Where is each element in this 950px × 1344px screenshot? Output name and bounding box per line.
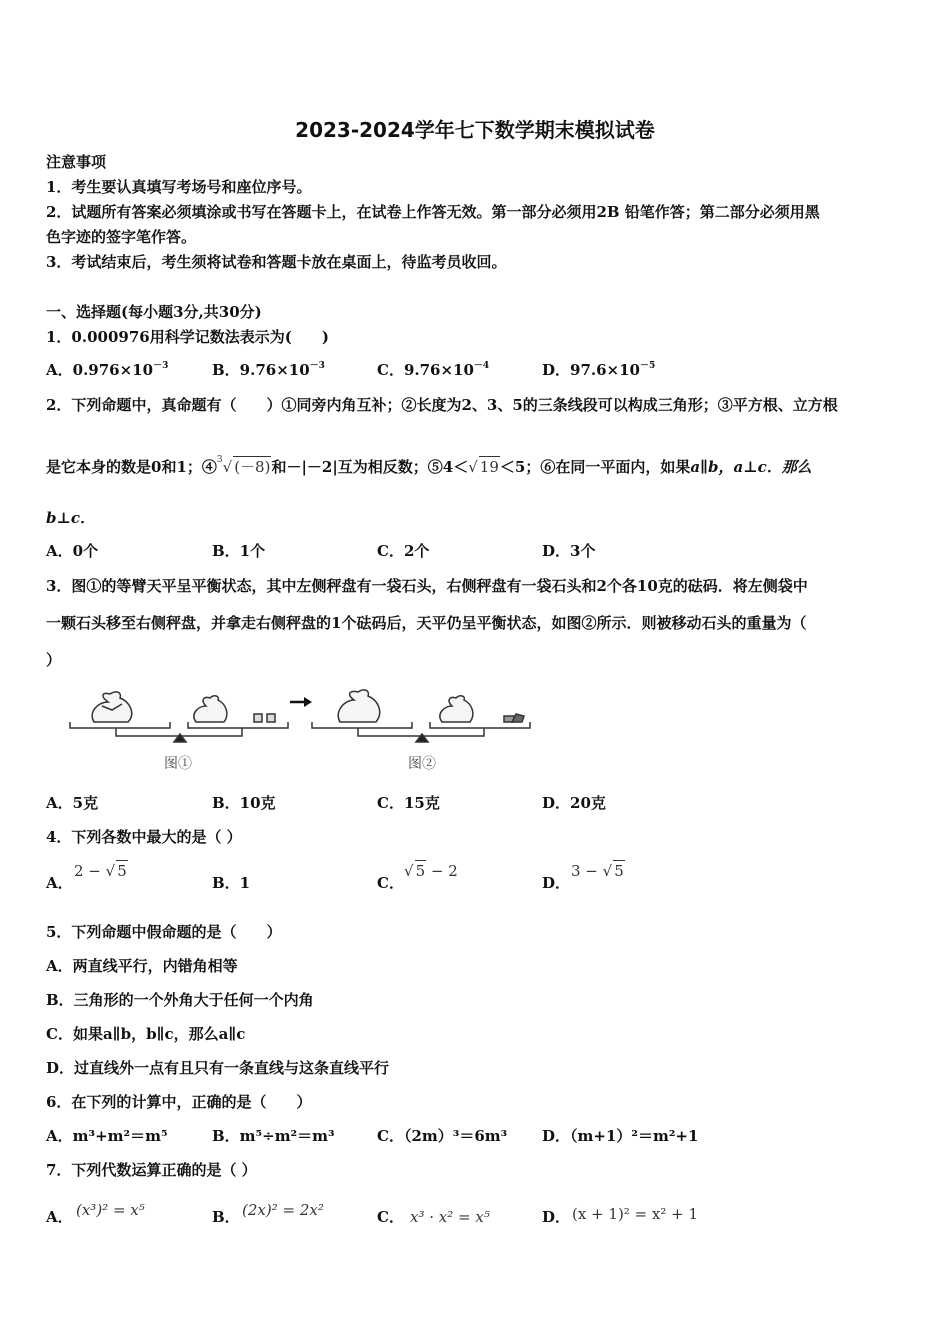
q7-option-a-label: A． [46, 1208, 73, 1226]
question-2-stem: 2．下列命题中，真命题有（ ）①同旁内角互补；②长度为2、3、5的三条线段可以构成三角形；③平方根、立方根 [46, 396, 838, 414]
notice-item: 3．考试结束后，考生须将试卷和答题卡放在桌面上，待监考员收回。 [46, 253, 507, 271]
question-1-stem: 1．0.000976用科学记数法表示为( ) [46, 328, 329, 346]
cube-root-expression: $^3$√ (－8) [216, 455, 271, 476]
q4-option-a-math: 2 − √ 5 [74, 862, 127, 880]
q7-option-c-label: C． [377, 1208, 404, 1226]
q7-option-b-label: B． [212, 1208, 240, 1226]
q4-option-d-label: D． [542, 874, 571, 892]
question-5-stem: 5．下列命题中假命题的是（ ） [46, 923, 282, 941]
figure-1-label: 图① [164, 756, 192, 772]
figure-2-label: 图② [408, 756, 436, 772]
q3-option-d: D．20克 [542, 794, 606, 812]
question-3-line3: ） [46, 651, 62, 669]
question-6-stem: 6．在下列的计算中，正确的是（ ） [46, 1093, 312, 1111]
question-2-line2: 是它本身的数是0和1；④$^3$√ (－8)和－|－2|互为相反数；⑤4＜√ 19＜5；⑥在同一平面内，如果a∥b，a⊥c．那么 [46, 455, 812, 476]
q6-option-c: C．（2m）³＝6m³ [377, 1127, 508, 1145]
question-7-stem: 7．下列代数运算正确的是（ ） [46, 1161, 257, 1179]
q1-option-b: B．$9.76\times 10^{-3}$ [212, 361, 325, 379]
q3-option-c: C．15克 [377, 794, 440, 812]
q7-option-b-math: (2x)² = 2x² [242, 1201, 324, 1219]
question-3-line2: 一颗石头移至右侧秤盘，并拿走右侧秤盘的1个砝码后，天平仍呈平衡状态，如图②所示．则被移动石头的重量为（ [46, 614, 807, 632]
balance-scale-2 [312, 690, 530, 742]
question-3-stem: 3．图①的等臂天平呈平衡状态，其中左侧秤盘有一袋石头，右侧秤盘有一袋石头和2个各10克的砝码．将左侧袋中 [46, 577, 808, 595]
balance-scale-1 [70, 692, 288, 742]
notice-heading: 注意事项 [46, 153, 107, 171]
notice-item: 色字迹的签字笔作答。 [46, 228, 197, 246]
question-2-line3: b⊥c． [46, 509, 96, 527]
sqrt-19-expression: √ 19 [468, 458, 499, 476]
q2-option-c: C．2个 [377, 542, 430, 560]
q4-option-b: B．1 [212, 874, 251, 892]
q6-option-b: B．m⁵÷m²＝m³ [212, 1127, 335, 1145]
q5-option-d: D．过直线外一点有且只有一条直线与这条直线平行 [46, 1059, 390, 1077]
q4-option-c-math: √ 5 − 2 [404, 862, 458, 880]
q2-option-b: B．1个 [212, 542, 266, 560]
q3-option-b: B．10克 [212, 794, 276, 812]
arrow-icon [290, 697, 312, 707]
q7-option-d-math: (x + 1)² = x² + 1 [572, 1205, 699, 1223]
balance-scale-figure [64, 684, 544, 776]
q7-option-a-math: (x³)² = x⁵ [76, 1201, 145, 1219]
section-heading: 一、选择题(每小题3分,共30分) [46, 303, 262, 321]
q1-option-d: D．$97.6\times 10^{-5}$ [542, 361, 656, 379]
q6-option-a: A．m³+m²＝m⁵ [46, 1127, 168, 1145]
q7-option-d-label: D． [542, 1208, 571, 1226]
question-4-stem: 4．下列各数中最大的是（ ） [46, 828, 242, 846]
q2-option-a: A．0个 [46, 542, 99, 560]
q2-option-d: D．3个 [542, 542, 596, 560]
q4-option-a-label: A． [46, 874, 73, 892]
q1-option-a: A．$0.976\times 10^{-3}$ [46, 361, 169, 379]
q6-option-d: D．（m+1）²＝m²+1 [542, 1127, 699, 1145]
q5-option-b: B．三角形的一个外角大于任何一个内角 [46, 991, 314, 1009]
q4-option-c-label: C． [377, 874, 404, 892]
notice-item: 2．试题所有答案必须填涂或书写在答题卡上，在试卷上作答无效。第一部分必须用2B 铅笔作答；第二部分必须用黑 [46, 203, 820, 221]
q4-option-d-math: 3 − √ 5 [571, 862, 624, 880]
q1-option-c: C．$9.76\times 10^{-4}$ [377, 361, 490, 379]
q7-option-c-math: x³ · x² = x⁵ [410, 1208, 490, 1226]
q5-option-a: A．两直线平行，内错角相等 [46, 957, 238, 975]
q5-option-c: C．如果a∥b，b∥c，那么a∥c [46, 1025, 246, 1043]
page-title: 2023-2024学年七下数学期末模拟试卷 [295, 118, 655, 142]
q3-option-a: A．5克 [46, 794, 99, 812]
notice-item: 1．考生要认真填写考场号和座位序号。 [46, 178, 312, 196]
